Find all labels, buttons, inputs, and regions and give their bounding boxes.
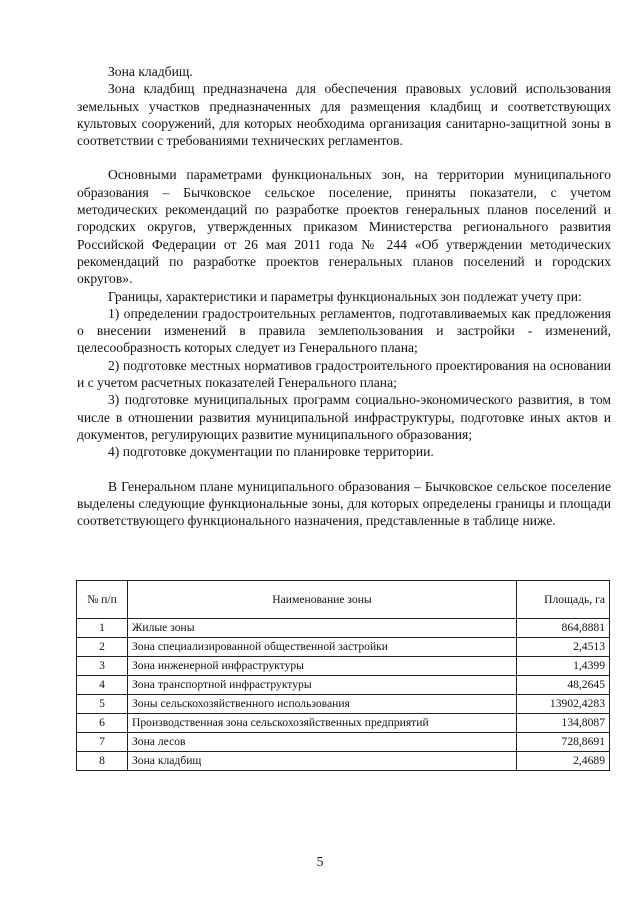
table-row bbox=[77, 676, 610, 695]
cell-zone-name: Производственная зона сельскохозяйственных предприятий bbox=[128, 714, 517, 733]
list-item-2: 2) подготовке местных нормативов градостроительного проектирования на основании и с учетом расчетных показателей Генерального плана; bbox=[77, 357, 611, 391]
table-row bbox=[77, 619, 610, 638]
paragraph-boundaries: Границы, характеристики и параметры функциональных зон подлежат учету при: bbox=[108, 288, 582, 304]
list-item-3: 3) подготовке муниципальных программ социально-экономического развития, в том числе в отношении развития муниципальной инфраструктуры, подготовке иных актов и документов, регулирующих развитие муниципального образования; bbox=[77, 392, 611, 442]
cell-zone-name: Зона специализированной общественной застройки bbox=[128, 638, 517, 657]
list-item-1: 1) определении градостроительных регламентов, подготавливаемых как предложения о внесении изменений в правила землепользования и застройки - изменений, целесообразность которых следует из Генерального плана; bbox=[77, 305, 611, 356]
paragraph-cemetery-purpose: Зона кладбищ предназначена для обеспечения правовых условий использования земельных участков предназначенных для размещения кладбищ и соответствующих культовых сооружений, для которых необходима организация санитарно-защитной зоны в соответствии с требованиями технических регламентов. bbox=[77, 81, 611, 149]
cell-area: 2,4513 bbox=[517, 638, 610, 657]
cell-area: 864,8881 bbox=[517, 619, 610, 638]
page-number: 5 bbox=[316, 854, 324, 869]
paragraph-table-intro: В Генеральном плане муниципального образования – Бычковское сельское поселение выделены следующие функциональные зоны, для которых определены границы и площади соответствующего функционального назначения, представленные в таблице ниже. bbox=[77, 478, 611, 529]
header-name: Наименование зоны bbox=[128, 581, 517, 619]
zones-table bbox=[76, 580, 610, 771]
cell-num: 2 bbox=[77, 638, 128, 657]
table-row bbox=[77, 733, 610, 752]
cell-num: 3 bbox=[77, 657, 128, 676]
cell-zone-name: Зона инженерной инфраструктуры bbox=[128, 657, 517, 676]
cell-area: 134,8087 bbox=[517, 714, 610, 733]
table-header-row bbox=[77, 581, 610, 619]
body-text bbox=[77, 63, 611, 529]
header-area: Площадь, га bbox=[517, 581, 610, 619]
cell-num: 4 bbox=[77, 676, 128, 695]
cell-area: 728,8691 bbox=[517, 733, 610, 752]
zone-heading: Зона кладбищ. bbox=[108, 64, 193, 79]
cell-num: 6 bbox=[77, 714, 128, 733]
table-row bbox=[77, 695, 610, 714]
table-row bbox=[77, 752, 610, 771]
cell-zone-name: Зона кладбищ bbox=[128, 752, 517, 771]
list-item-4: 4) подготовке документации по планировке территории. bbox=[108, 444, 434, 460]
cell-num: 7 bbox=[77, 733, 128, 752]
header-num: № п/п bbox=[77, 581, 128, 619]
table-row bbox=[77, 714, 610, 733]
cell-zone-name: Зона лесов bbox=[128, 733, 517, 752]
cell-num: 8 bbox=[77, 752, 128, 771]
paragraph-parameters: Основными параметрами функциональных зон, на территории муниципального образования – Бычковское сельское поселение, приняты показатели, с учетом методических рекомендаций по разработке проектов генеральных планов поселений и городских округов, утвержденных приказом Министерства регионального развития Российской Федерации от 26 мая 2011 года № 244 «Об утверждении методических рекомендаций по разработке проектов генеральных планов поселений и городских округов». bbox=[77, 167, 611, 287]
cell-zone-name: Жилые зоны bbox=[128, 619, 517, 638]
table-row bbox=[77, 657, 610, 676]
cell-zone-name: Зоны сельскохозяйственного использования bbox=[128, 695, 517, 714]
cell-area: 48,2645 bbox=[517, 676, 610, 695]
cell-num: 1 bbox=[77, 619, 128, 638]
cell-area: 2,4689 bbox=[517, 752, 610, 771]
cell-area: 1,4399 bbox=[517, 657, 610, 676]
cell-area: 13902,4283 bbox=[517, 695, 610, 714]
cell-num: 5 bbox=[77, 695, 128, 714]
table-row bbox=[77, 638, 610, 657]
cell-zone-name: Зона транспортной инфраструктуры bbox=[128, 676, 517, 695]
